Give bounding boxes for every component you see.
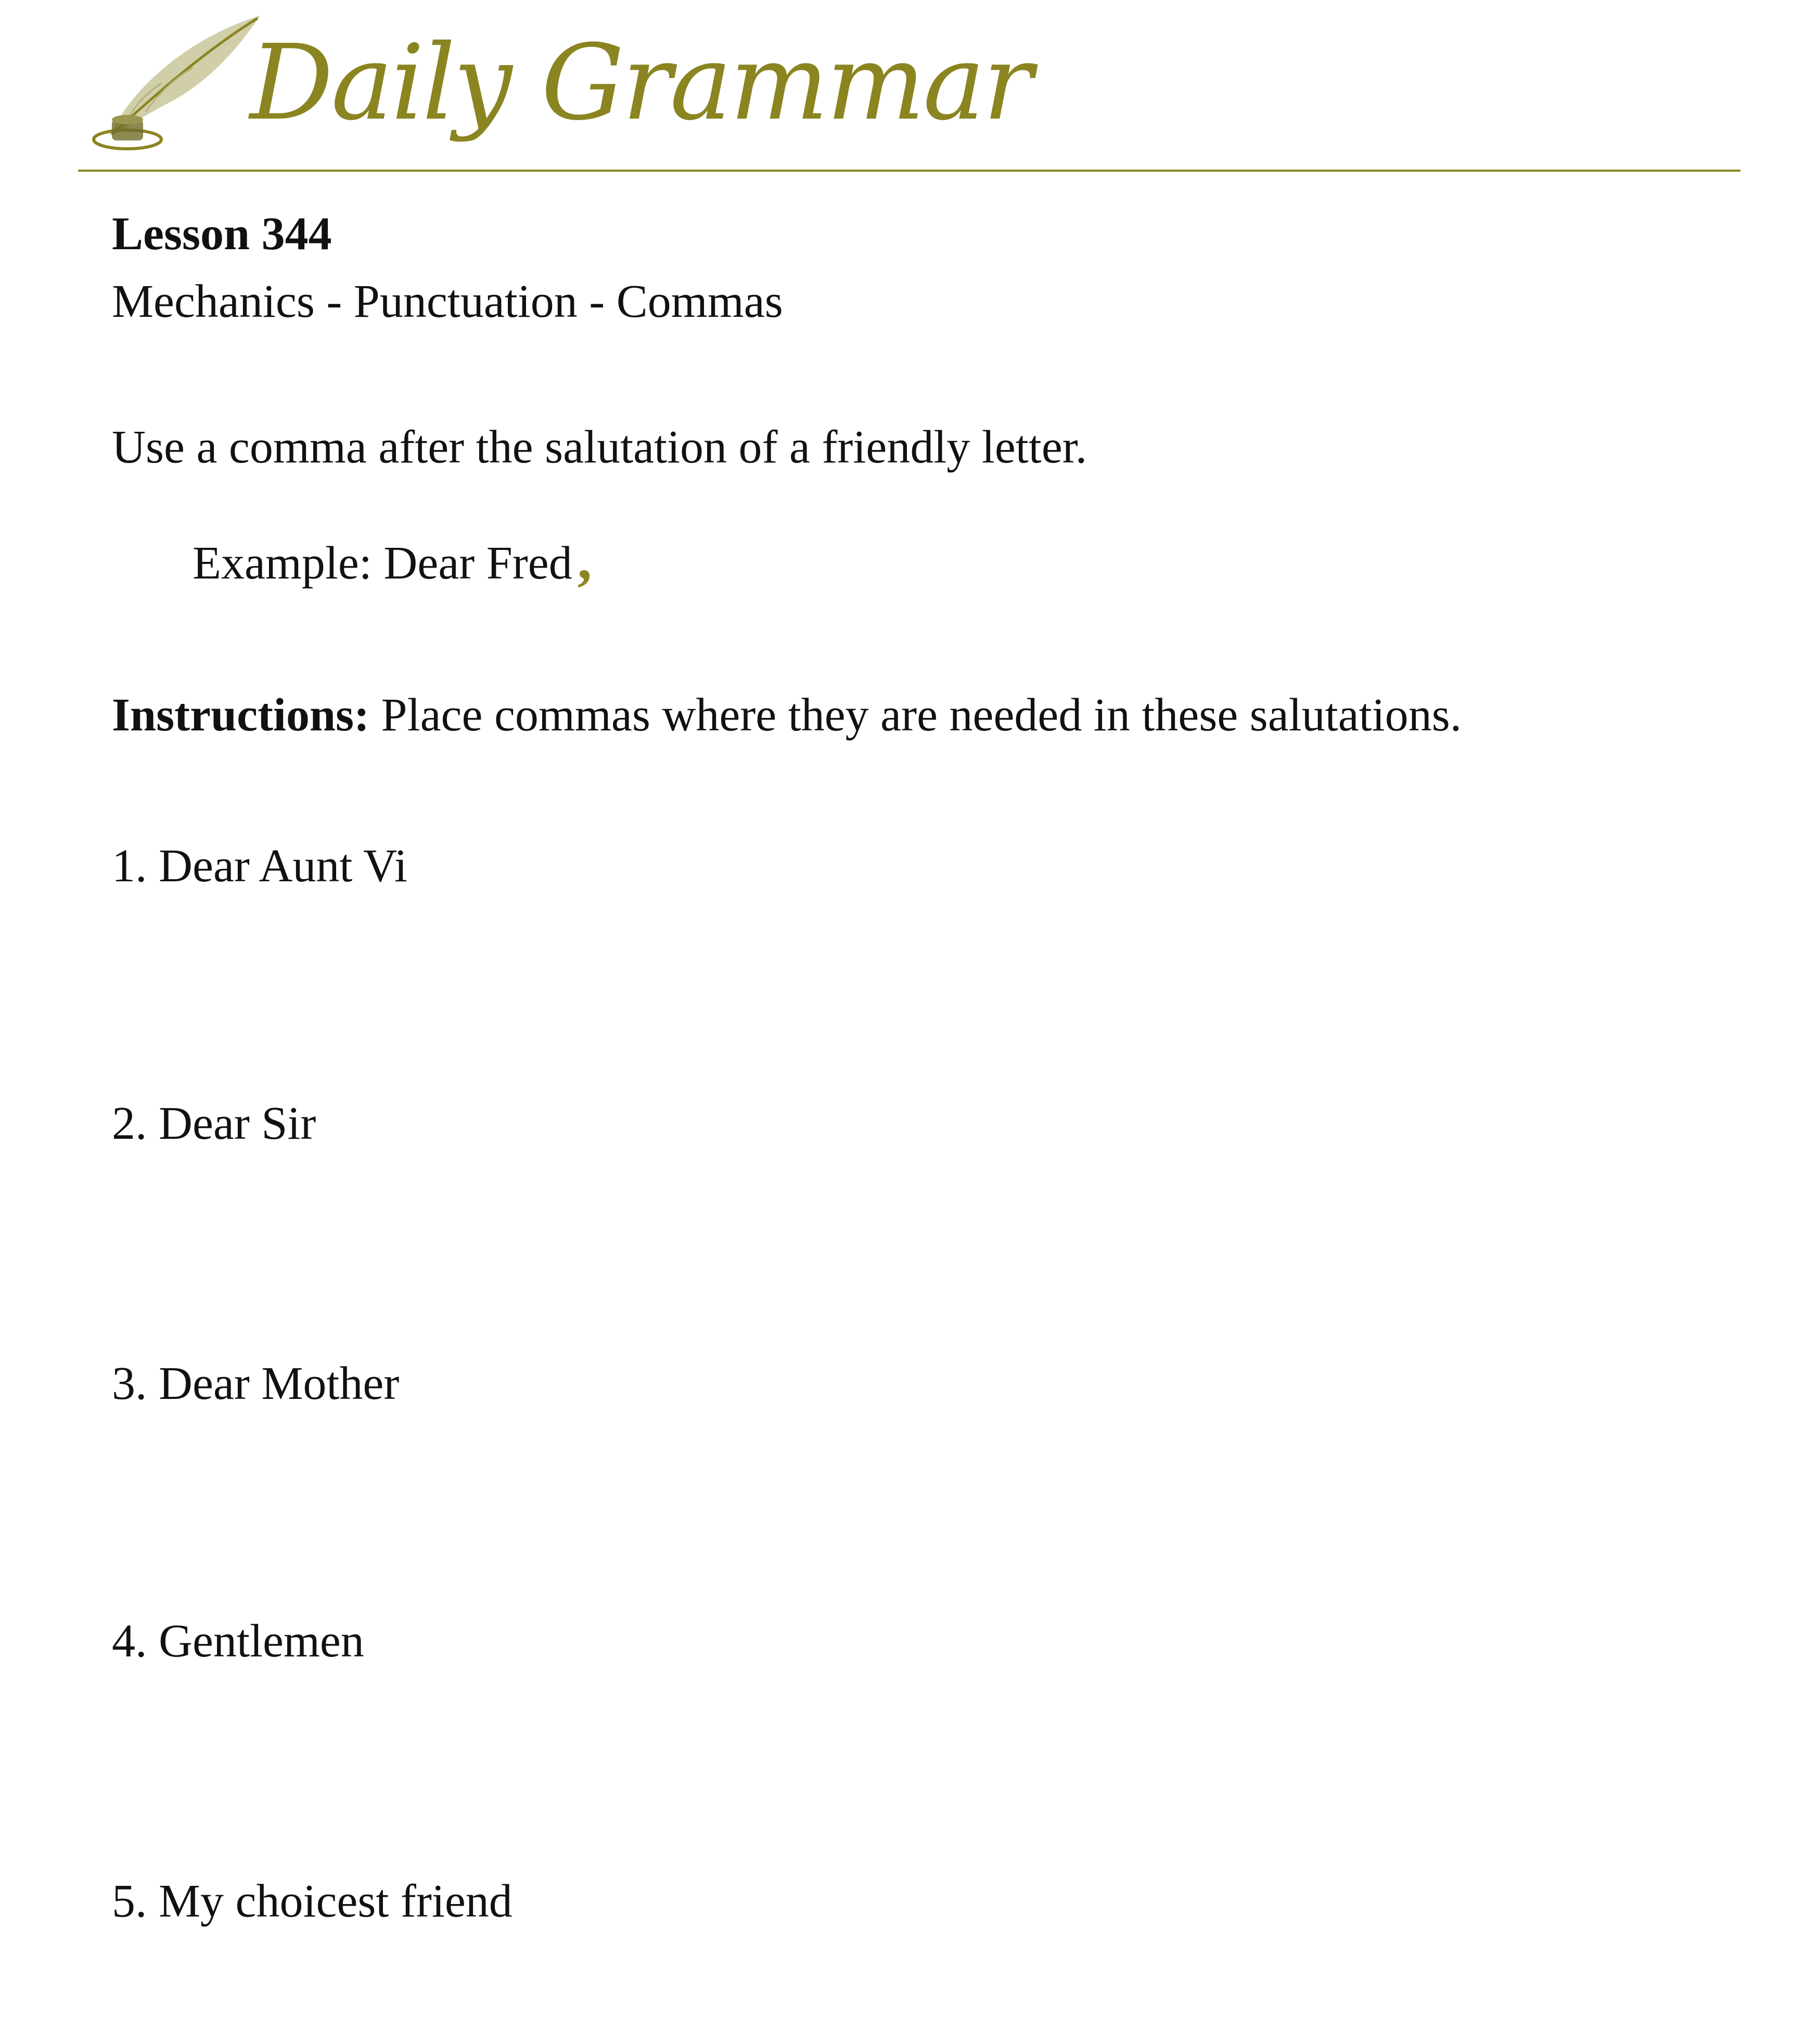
example-text: Example: Dear Fred bbox=[193, 537, 572, 589]
rule-text: Use a comma after the salutation of a friendly letter. bbox=[112, 421, 1087, 473]
instructions-line bbox=[112, 687, 1462, 744]
quill-inkwell-icon bbox=[88, 5, 265, 161]
daily-grammar-logo[interactable] bbox=[88, 5, 1031, 161]
lesson-title: Lesson 344 bbox=[112, 208, 332, 260]
example-comma: , bbox=[577, 528, 592, 591]
exercise-item: 1. Dear Aunt Vi bbox=[112, 840, 407, 892]
lesson-subtitle: Mechanics - Punctuation - Commas bbox=[112, 276, 783, 327]
example-line bbox=[193, 528, 592, 592]
instructions-text: Place commas where they are needed in these salutations. bbox=[381, 689, 1462, 741]
header bbox=[78, 0, 1743, 172]
instructions-label: Instructions: bbox=[112, 689, 370, 741]
exercise-item: 5. My choicest friend bbox=[112, 1875, 513, 1927]
logo-wordmark: Daily Grammar bbox=[250, 22, 1031, 144]
header-divider bbox=[78, 170, 1740, 172]
exercise-item: 3. Dear Mother bbox=[112, 1358, 400, 1409]
exercise-item: 4. Gentlemen bbox=[112, 1615, 364, 1667]
exercise-item: 2. Dear Sir bbox=[112, 1098, 316, 1149]
